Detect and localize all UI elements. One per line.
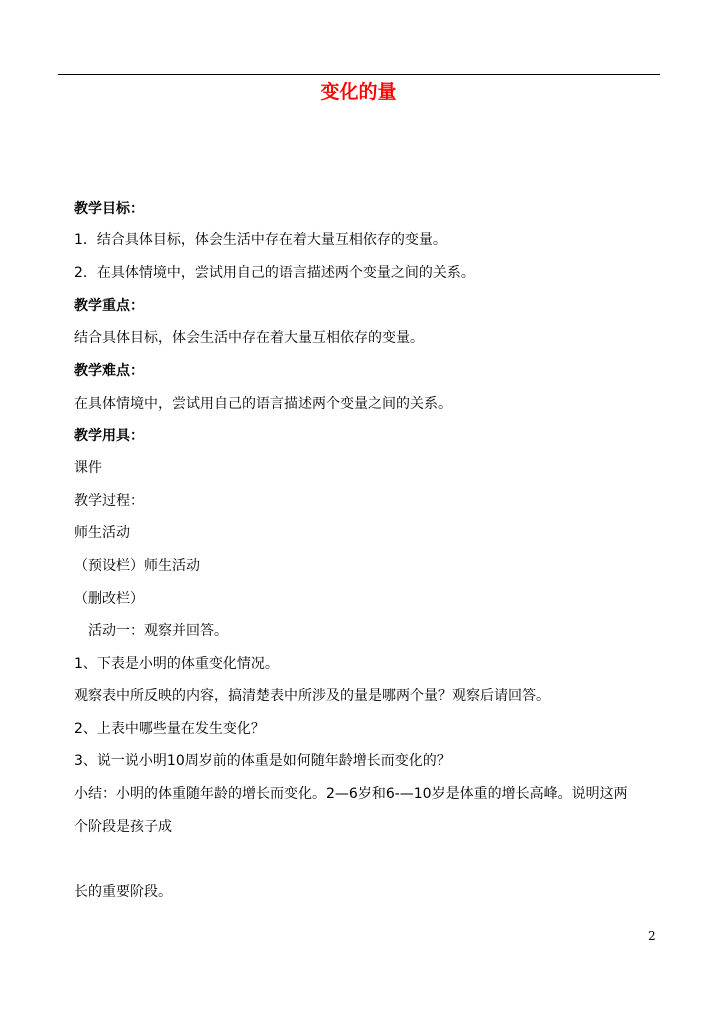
question-2: 2、上表中哪些量在发生变化？ [74, 721, 265, 737]
teaching-aids-text: 课件 [74, 460, 102, 476]
goal-item-1: 1．结合具体目标，体会生活中存在着大量互相依存的变量。 [74, 232, 447, 248]
page-number: 2 [648, 929, 656, 943]
process-label-activity: 师生活动 [74, 525, 130, 541]
key-points-text: 结合具体目标，体会生活中存在着大量互相依存的变量。 [74, 330, 424, 346]
heading-teaching-aids: 教学用具： [74, 428, 144, 444]
difficulties-text: 在具体情境中，尝试用自己的语言描述两个变量之间的关系。 [74, 396, 452, 412]
question-3: 3、说一说小明10周岁前的体重是如何随年龄增长而变化的？ [74, 753, 451, 769]
heading-difficulties: 教学难点： [74, 363, 144, 379]
summary-line-2: 个阶段是孩子成 [74, 819, 172, 835]
summary-line-3: 长的重要阶段。 [74, 884, 172, 900]
heading-key-points: 教学重点： [74, 298, 144, 314]
goal-item-2: 2．在具体情境中，尝试用自己的语言描述两个变量之间的关系。 [74, 265, 475, 281]
document-title: 变化的量 [320, 81, 397, 103]
question-1: 1、下表是小明的体重变化情况。 [74, 656, 279, 672]
process-label-edit: （删改栏） [74, 591, 144, 607]
observation-text: 观察表中所反映的内容，搞清楚表中所涉及的量是哪两个量？观察后请回答。 [74, 688, 550, 704]
activity-one: 活动一：观察并回答。 [74, 623, 228, 639]
process-label-preset: （预设栏）师生活动 [74, 558, 200, 574]
heading-teaching-goals: 教学目标： [74, 201, 144, 217]
summary-line-1: 小结：小明的体重随年龄的增长而变化。2—6岁和6-—10岁是体重的增长高峰。说明这两 [74, 786, 628, 802]
header-rule [58, 74, 660, 75]
heading-teaching-process: 教学过程： [74, 493, 144, 509]
